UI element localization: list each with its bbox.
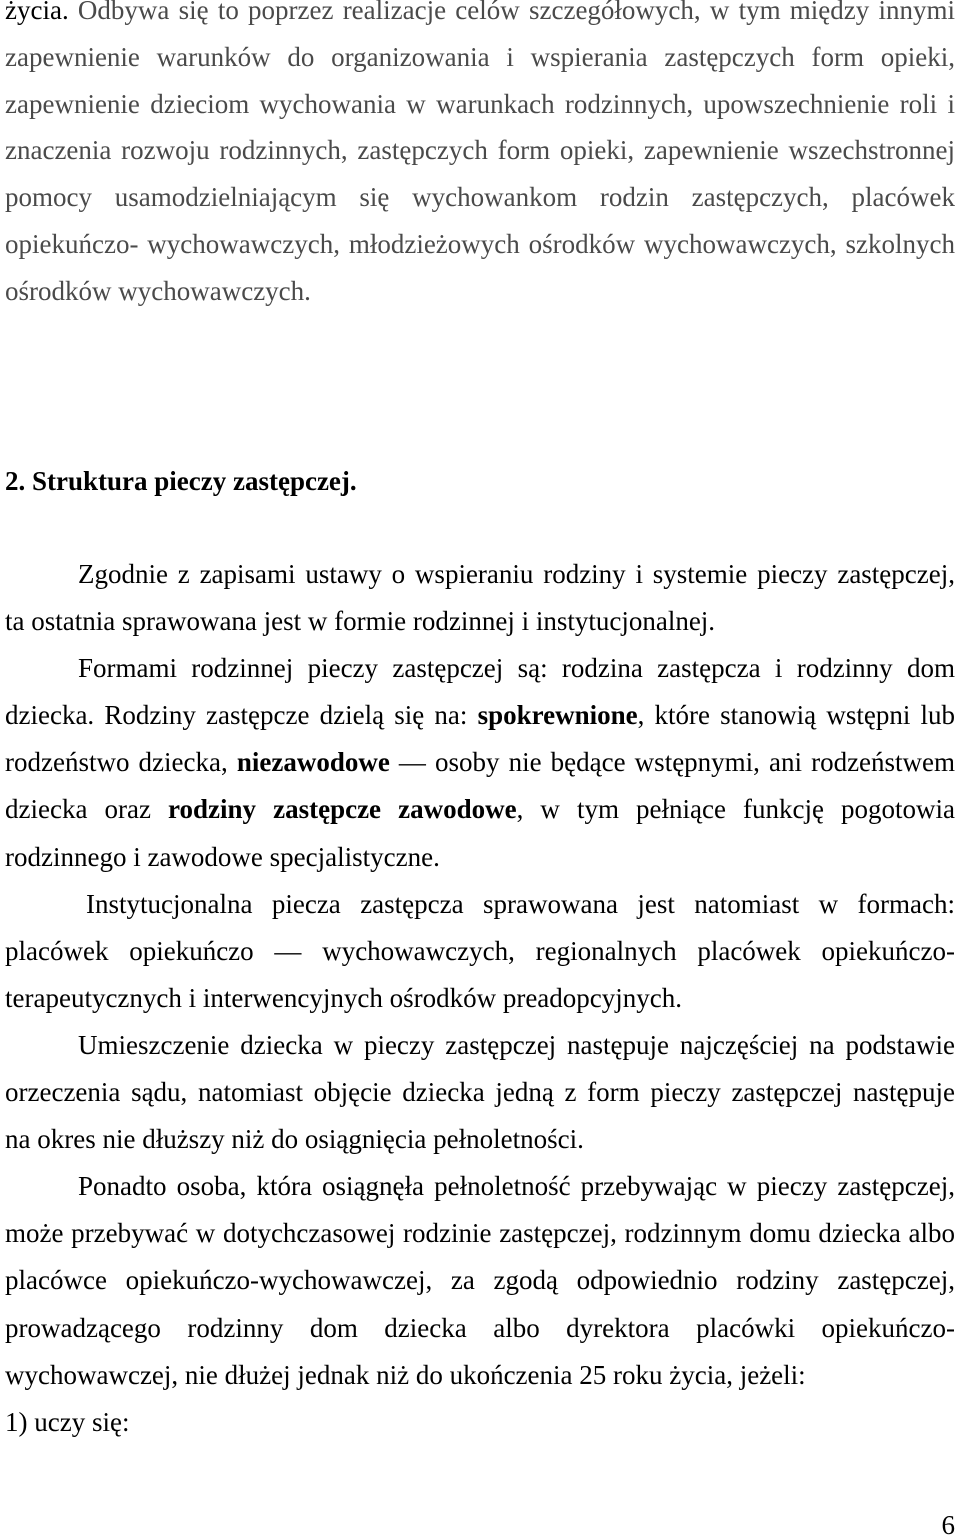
bold-term: spokrewnione — [477, 700, 638, 731]
bold-term: niezawodowe — [236, 747, 390, 778]
paragraph-line — [5, 786, 955, 833]
paragraph-line: prowadzącego rodzinny dom dziecka albo dyrektora placówki opiekuńczo- — [5, 1312, 955, 1343]
paragraph-line: na okres nie dłuższy niż do osiągnięcia pełnoletności. — [5, 1124, 584, 1155]
paragraph-line: placówek opiekuńczo — wychowawczych, regionalnych placówek opiekuńczo- — [5, 935, 955, 966]
paragraph-line: ośrodków wychowawczych. — [5, 275, 311, 306]
paragraph-line — [5, 0, 955, 34]
paragraph-line: Zgodnie z zapisami ustawy o wspieraniu rodziny i systemie pieczy zastępczej, — [78, 559, 955, 589]
paragraph-line: znaczenia rozwoju rodzinnych, zastępczych form opieki, zapewnienie wszechstronnej — [5, 135, 955, 166]
paragraph-line: zapewnienie warunków do organizowania i wspierania zastępczych form opieki, — [5, 42, 955, 72]
paragraph — [5, 551, 955, 645]
paragraph-line: zapewnienie dzieciom wychowania w warunkach rodzinnych, upowszechnienie roli i — [5, 88, 955, 119]
intro-paragraph — [5, 0, 955, 314]
paragraph-line: orzeczenia sądu, natomiast objęcie dziecka jedną z form pieczy zastępczej następuje — [5, 1077, 955, 1108]
line-text: Odbywa się to poprzez realizacje celów szczegółowych, w tym między innymi — [77, 0, 955, 25]
paragraph-line: pomocy usamodzielniającym się wychowankom rodzin zastępczych, placówek — [5, 182, 955, 213]
paragraph — [5, 1022, 955, 1163]
paragraph-line: terapeutycznych i interwencyjnych ośrodków preadopcyjnych. — [5, 982, 683, 1013]
paragraph-line: Formami rodzinnej pieczy zastępczej są: rodzina zastępcza i rodzinny dom — [78, 653, 955, 684]
line-text: rodzeństwo dziecka, — [5, 747, 228, 778]
paragraph — [5, 645, 955, 880]
paragraph-line: opiekuńczo- wychowawczych, młodzieżowych ośrodków wychowawczych, szkolnych — [5, 228, 955, 259]
line-text: — osoby nie będące wstępnymi, ani rodzeństwem — [398, 747, 956, 778]
paragraph-line: może przebywać w dotychczasowej rodzinie zastępczej, rodzinnym domu dziecka albo — [5, 1218, 955, 1249]
bold-term: rodziny zastępcze zawodowe — [168, 794, 517, 825]
paragraph-line: Umieszczenie dziecka w pieczy zastępczej następuje najczęściej na podstawie — [78, 1029, 955, 1060]
paragraph — [5, 881, 955, 1022]
page-number: 6 — [941, 1510, 955, 1537]
lead-text: życia. — [5, 0, 69, 25]
paragraph-line — [5, 739, 955, 786]
paragraph-line: Instytucjonalna piecza zastępcza sprawowana jest natomiast w formach: — [86, 888, 955, 919]
paragraph-line: wychowawczej, nie dłużej jednak niż do ukończenia 25 roku życia, jeżeli: — [5, 1359, 806, 1390]
paragraph — [5, 1163, 955, 1398]
paragraph-line: ta ostatnia sprawowana jest w formie rodzinnej i instytucjonalnej. — [5, 606, 716, 637]
line-text: dziecka. Rodziny zastępcze dzielą się na: — [5, 700, 468, 731]
paragraph-line: placówce opiekuńczo-wychowawczej, za zgodą odpowiednio rodziny zastępczej, — [5, 1265, 955, 1296]
paragraph-line — [5, 692, 955, 739]
line-text: dziecka oraz — [5, 794, 151, 825]
paragraph-line: rodzinnego i zawodowe specjalistyczne. — [5, 841, 440, 872]
line-text: , które stanowią wstępni lub — [637, 700, 955, 731]
section-heading: 2. Struktura pieczy zastępczej. — [5, 466, 357, 496]
paragraph-line: Ponadto osoba, która osiągnęła pełnoletność przebywając w pieczy zastępczej, — [78, 1171, 955, 1202]
section-body — [5, 551, 955, 1446]
list-item: 1) uczy się: — [5, 1406, 130, 1437]
line-text: , w tym pełniące funkcję pogotowia — [516, 794, 956, 825]
